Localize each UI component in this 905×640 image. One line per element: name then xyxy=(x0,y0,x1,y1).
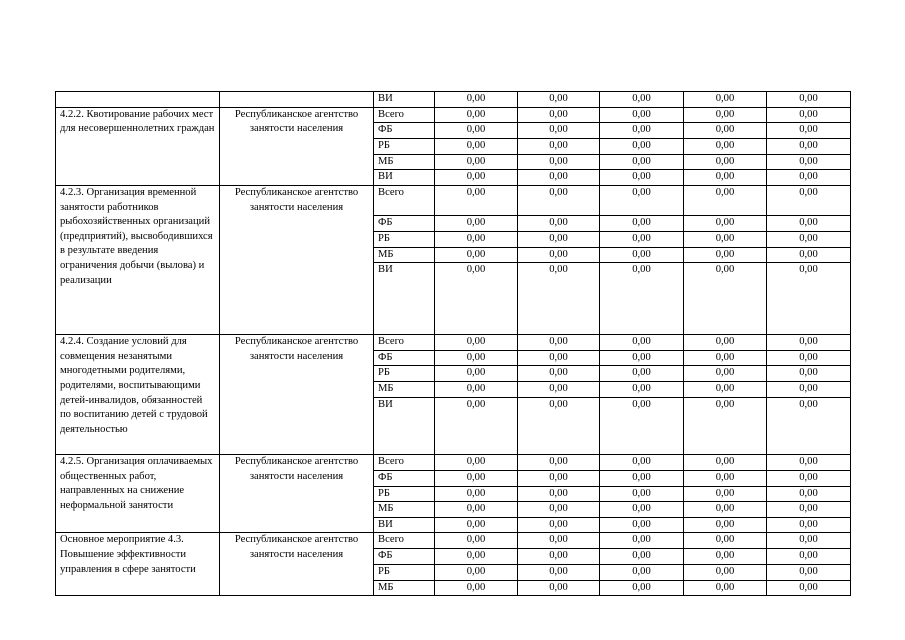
value-cell: 0,00 xyxy=(600,263,684,335)
value-cell: 0,00 xyxy=(767,185,851,215)
table-row xyxy=(56,533,851,549)
value-cell: 0,00 xyxy=(767,549,851,565)
value-cell: 0,00 xyxy=(684,580,767,596)
value-cell: 0,00 xyxy=(600,549,684,565)
value-cell: 0,00 xyxy=(684,185,767,215)
value-cell: 0,00 xyxy=(518,350,600,366)
funding-source-cell: МБ xyxy=(374,382,435,398)
value-cell: 0,00 xyxy=(600,185,684,215)
value-cell: 0,00 xyxy=(435,350,518,366)
value-cell: 0,00 xyxy=(600,170,684,186)
value-cell: 0,00 xyxy=(600,154,684,170)
executor-cell: Республиканское агентство занятости населения xyxy=(220,335,374,455)
value-cell: 0,00 xyxy=(600,502,684,518)
value-cell: 0,00 xyxy=(767,564,851,580)
value-cell: 0,00 xyxy=(600,138,684,154)
value-cell: 0,00 xyxy=(518,170,600,186)
funding-source-cell: Всего xyxy=(374,107,435,123)
table-row xyxy=(56,335,851,351)
value-cell: 0,00 xyxy=(600,564,684,580)
value-cell: 0,00 xyxy=(435,123,518,139)
value-cell: 0,00 xyxy=(600,92,684,108)
value-cell: 0,00 xyxy=(435,517,518,533)
funding-source-cell: РБ xyxy=(374,366,435,382)
funding-source-cell: МБ xyxy=(374,502,435,518)
value-cell: 0,00 xyxy=(600,382,684,398)
funding-source-cell: РБ xyxy=(374,486,435,502)
activity-cell: 4.2.2. Квотирование рабочих мест для несовершеннолетних граждан xyxy=(56,107,220,185)
value-cell: 0,00 xyxy=(767,470,851,486)
funding-source-cell: РБ xyxy=(374,231,435,247)
value-cell: 0,00 xyxy=(600,215,684,231)
value-cell: 0,00 xyxy=(518,382,600,398)
value-cell: 0,00 xyxy=(435,502,518,518)
value-cell: 0,00 xyxy=(435,382,518,398)
table-row xyxy=(56,454,851,470)
value-cell: 0,00 xyxy=(518,92,600,108)
value-cell: 0,00 xyxy=(435,397,518,454)
value-cell: 0,00 xyxy=(767,350,851,366)
value-cell: 0,00 xyxy=(684,107,767,123)
value-cell: 0,00 xyxy=(767,154,851,170)
value-cell: 0,00 xyxy=(600,123,684,139)
value-cell: 0,00 xyxy=(435,486,518,502)
activity-cell: 4.2.5. Организация оплачиваемых общественных работ, направленных на снижение неформальной занятости xyxy=(56,454,220,532)
value-cell: 0,00 xyxy=(600,517,684,533)
value-cell: 0,00 xyxy=(767,454,851,470)
value-cell: 0,00 xyxy=(435,470,518,486)
value-cell: 0,00 xyxy=(435,564,518,580)
activity-cell: Основное мероприятие 4.3. Повышение эффективности управления в сфере занятости xyxy=(56,533,220,596)
value-cell: 0,00 xyxy=(767,502,851,518)
value-cell: 0,00 xyxy=(684,170,767,186)
value-cell: 0,00 xyxy=(435,263,518,335)
value-cell: 0,00 xyxy=(767,107,851,123)
value-cell: 0,00 xyxy=(518,231,600,247)
value-cell: 0,00 xyxy=(518,263,600,335)
funding-source-cell: Всего xyxy=(374,454,435,470)
value-cell: 0,00 xyxy=(684,454,767,470)
funding-source-cell: ФБ xyxy=(374,350,435,366)
funding-source-cell: ВИ xyxy=(374,263,435,335)
value-cell: 0,00 xyxy=(435,580,518,596)
funding-source-cell: ВИ xyxy=(374,397,435,454)
value-cell: 0,00 xyxy=(767,123,851,139)
value-cell: 0,00 xyxy=(684,231,767,247)
value-cell: 0,00 xyxy=(600,533,684,549)
value-cell: 0,00 xyxy=(435,366,518,382)
value-cell: 0,00 xyxy=(518,580,600,596)
value-cell: 0,00 xyxy=(767,263,851,335)
value-cell: 0,00 xyxy=(435,247,518,263)
value-cell: 0,00 xyxy=(684,382,767,398)
value-cell: 0,00 xyxy=(518,107,600,123)
value-cell: 0,00 xyxy=(767,247,851,263)
value-cell: 0,00 xyxy=(600,580,684,596)
value-cell: 0,00 xyxy=(684,470,767,486)
value-cell: 0,00 xyxy=(684,502,767,518)
funding-source-cell: МБ xyxy=(374,580,435,596)
value-cell: 0,00 xyxy=(684,138,767,154)
activity-cell xyxy=(56,92,220,108)
activity-cell: 4.2.4. Создание условий для совмещения незанятыми многодетными родителями, родителями, воспитывающими детей-инвалидов, обязанностей по воспитанию детей с трудовой деятельностью xyxy=(56,335,220,455)
value-cell: 0,00 xyxy=(684,486,767,502)
value-cell: 0,00 xyxy=(518,335,600,351)
table-row xyxy=(56,107,851,123)
value-cell: 0,00 xyxy=(600,454,684,470)
value-cell: 0,00 xyxy=(767,533,851,549)
funding-source-cell: РБ xyxy=(374,138,435,154)
value-cell: 0,00 xyxy=(600,366,684,382)
value-cell: 0,00 xyxy=(518,397,600,454)
value-cell: 0,00 xyxy=(767,517,851,533)
value-cell: 0,00 xyxy=(684,154,767,170)
budget-table xyxy=(55,91,851,596)
value-cell: 0,00 xyxy=(767,335,851,351)
value-cell: 0,00 xyxy=(518,502,600,518)
funding-source-cell: ФБ xyxy=(374,215,435,231)
value-cell: 0,00 xyxy=(518,138,600,154)
value-cell: 0,00 xyxy=(600,486,684,502)
activity-cell: 4.2.3. Организация временной занятости работников рыбохозяйственных организаций (предприятий), высвободившихся в результате введения ограничения добычи (вылова) и реализации xyxy=(56,185,220,334)
value-cell: 0,00 xyxy=(435,138,518,154)
funding-source-cell: Всего xyxy=(374,533,435,549)
table-row xyxy=(56,185,851,215)
value-cell: 0,00 xyxy=(600,470,684,486)
funding-source-cell: ФБ xyxy=(374,549,435,565)
value-cell: 0,00 xyxy=(767,138,851,154)
value-cell: 0,00 xyxy=(518,454,600,470)
value-cell: 0,00 xyxy=(600,350,684,366)
funding-source-cell: ФБ xyxy=(374,470,435,486)
value-cell: 0,00 xyxy=(684,92,767,108)
funding-source-cell: МБ xyxy=(374,154,435,170)
value-cell: 0,00 xyxy=(435,185,518,215)
funding-source-cell: ВИ xyxy=(374,517,435,533)
value-cell: 0,00 xyxy=(600,107,684,123)
value-cell: 0,00 xyxy=(518,154,600,170)
executor-cell: Республиканское агентство занятости населения xyxy=(220,533,374,596)
value-cell: 0,00 xyxy=(518,549,600,565)
value-cell: 0,00 xyxy=(684,397,767,454)
value-cell: 0,00 xyxy=(684,350,767,366)
value-cell: 0,00 xyxy=(684,247,767,263)
value-cell: 0,00 xyxy=(684,549,767,565)
value-cell: 0,00 xyxy=(435,454,518,470)
value-cell: 0,00 xyxy=(767,215,851,231)
executor-cell: Республиканское агентство занятости населения xyxy=(220,185,374,334)
funding-source-cell: Всего xyxy=(374,335,435,351)
executor-cell: Республиканское агентство занятости населения xyxy=(220,107,374,185)
value-cell: 0,00 xyxy=(684,263,767,335)
value-cell: 0,00 xyxy=(600,397,684,454)
value-cell: 0,00 xyxy=(767,231,851,247)
value-cell: 0,00 xyxy=(435,92,518,108)
value-cell: 0,00 xyxy=(518,533,600,549)
table-body xyxy=(56,92,851,596)
value-cell: 0,00 xyxy=(600,335,684,351)
value-cell: 0,00 xyxy=(518,123,600,139)
value-cell: 0,00 xyxy=(767,92,851,108)
value-cell: 0,00 xyxy=(435,335,518,351)
funding-source-cell: РБ xyxy=(374,564,435,580)
executor-cell xyxy=(220,92,374,108)
value-cell: 0,00 xyxy=(600,247,684,263)
value-cell: 0,00 xyxy=(518,366,600,382)
funding-source-cell: Всего xyxy=(374,185,435,215)
value-cell: 0,00 xyxy=(684,564,767,580)
value-cell: 0,00 xyxy=(767,397,851,454)
funding-source-cell: МБ xyxy=(374,247,435,263)
value-cell: 0,00 xyxy=(684,533,767,549)
table-row xyxy=(56,92,851,108)
value-cell: 0,00 xyxy=(767,382,851,398)
value-cell: 0,00 xyxy=(518,564,600,580)
value-cell: 0,00 xyxy=(518,247,600,263)
value-cell: 0,00 xyxy=(518,470,600,486)
value-cell: 0,00 xyxy=(435,154,518,170)
value-cell: 0,00 xyxy=(518,185,600,215)
value-cell: 0,00 xyxy=(767,486,851,502)
funding-source-cell: ВИ xyxy=(374,170,435,186)
value-cell: 0,00 xyxy=(518,215,600,231)
value-cell: 0,00 xyxy=(518,486,600,502)
value-cell: 0,00 xyxy=(600,231,684,247)
value-cell: 0,00 xyxy=(684,517,767,533)
value-cell: 0,00 xyxy=(684,366,767,382)
value-cell: 0,00 xyxy=(435,549,518,565)
value-cell: 0,00 xyxy=(684,335,767,351)
value-cell: 0,00 xyxy=(435,533,518,549)
value-cell: 0,00 xyxy=(684,215,767,231)
value-cell: 0,00 xyxy=(435,170,518,186)
funding-source-cell: ФБ xyxy=(374,123,435,139)
value-cell: 0,00 xyxy=(435,215,518,231)
value-cell: 0,00 xyxy=(435,231,518,247)
funding-source-cell: ВИ xyxy=(374,92,435,108)
value-cell: 0,00 xyxy=(518,517,600,533)
value-cell: 0,00 xyxy=(684,123,767,139)
value-cell: 0,00 xyxy=(767,366,851,382)
executor-cell: Республиканское агентство занятости населения xyxy=(220,454,374,532)
value-cell: 0,00 xyxy=(435,107,518,123)
value-cell: 0,00 xyxy=(767,580,851,596)
value-cell: 0,00 xyxy=(767,170,851,186)
